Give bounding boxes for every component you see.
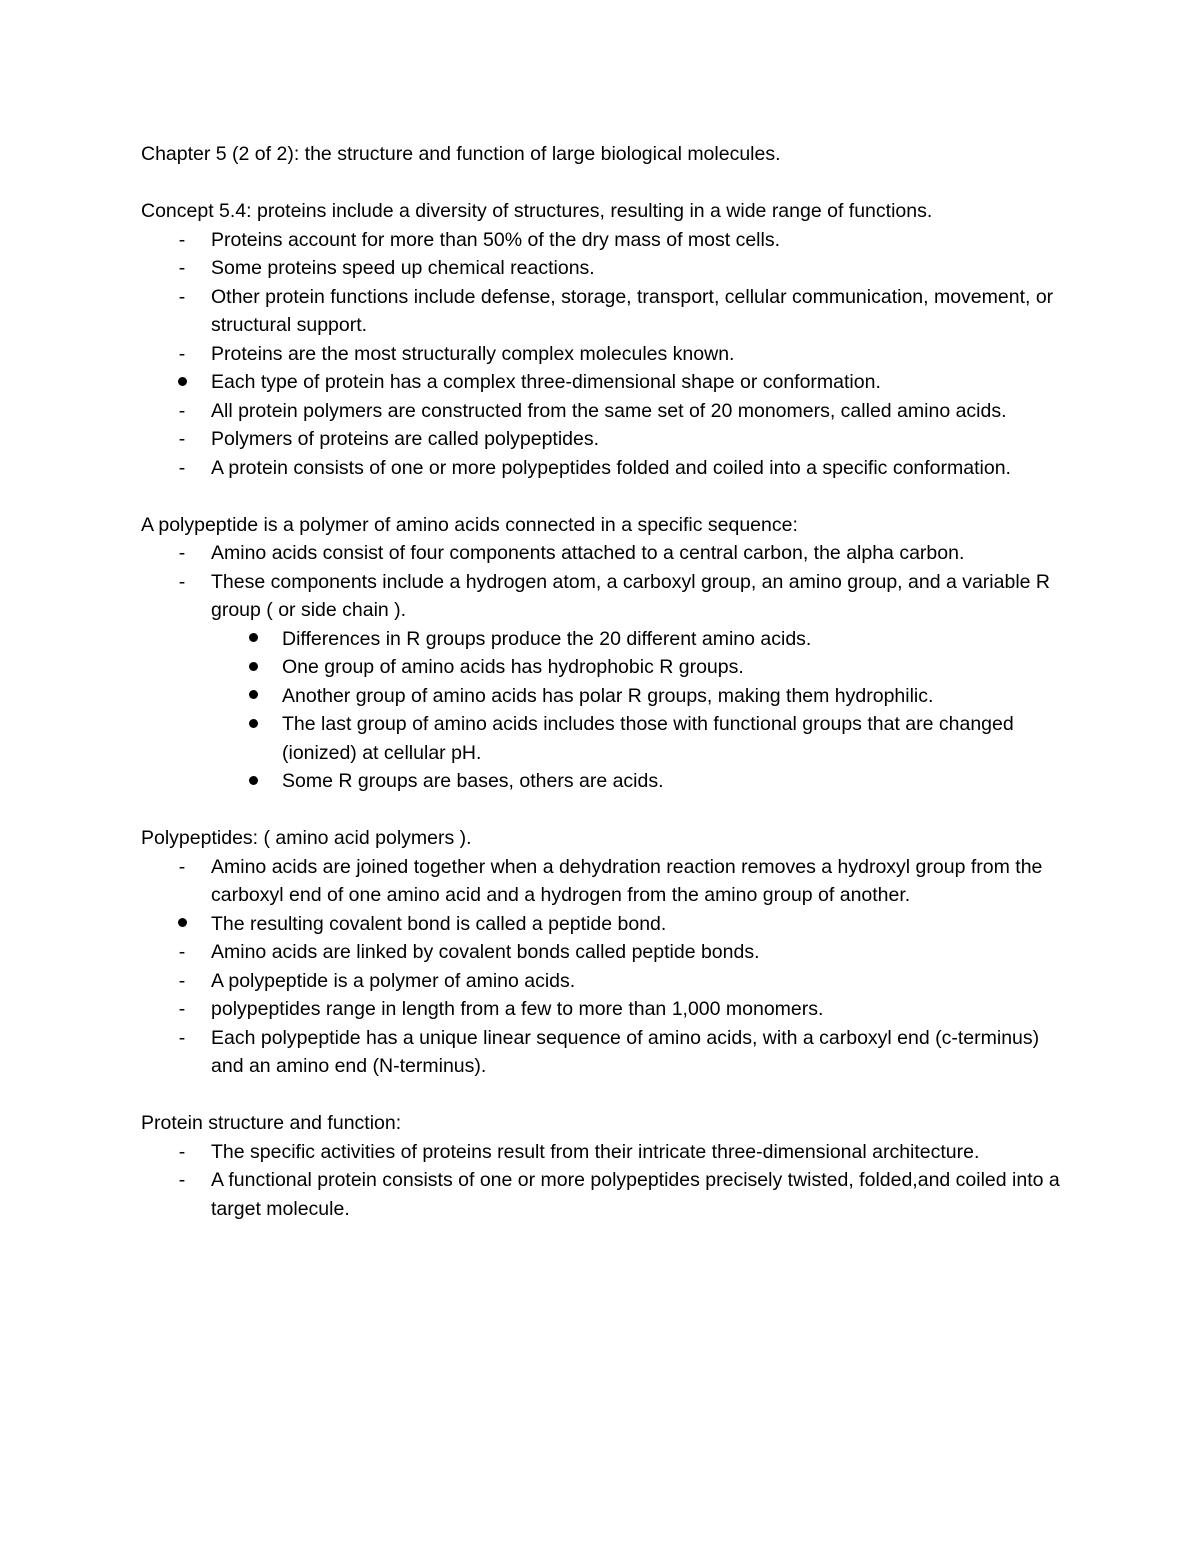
list-item: [141, 967, 1061, 996]
list-item-text: Each type of protein has a complex three-dimensional shape or conformation.: [211, 371, 881, 393]
list-item-text: Polymers of proteins are called polypeptides.: [211, 428, 600, 450]
bullet-dot: [249, 662, 258, 671]
list-item: [141, 1138, 1061, 1167]
bullet-dot: [249, 719, 258, 728]
dash-marker: -: [178, 428, 186, 450]
list-item-text: A protein consists of one or more polypeptides folded and coiled into a specific conformation.: [211, 456, 1011, 479]
dash-marker: -: [178, 342, 186, 365]
list-item: [141, 625, 1061, 654]
list-item-text: All protein polymers are constructed from the same set of 20 monomers, called amino acids.: [211, 399, 1007, 422]
bullet-dot-icon: [246, 710, 260, 739]
list-item: [141, 995, 1061, 1024]
list-item-text: polypeptides range in length from a few to more than 1,000 monomers.: [211, 998, 824, 1020]
list-item-text: The resulting covalent bond is called a peptide bond.: [211, 912, 667, 935]
list-item-text: Another group of amino acids has polar R groups, making them hydrophilic.: [282, 684, 934, 707]
list-item: [141, 454, 1061, 483]
section-heading: Polypeptides: ( amino acid polymers ).: [141, 827, 472, 849]
dash-marker: -: [178, 1140, 186, 1163]
dash-marker: -: [178, 257, 186, 279]
bullet-dot: [249, 633, 258, 642]
list-item: [141, 710, 1061, 767]
list-item-text: Proteins are the most structurally complex molecules known.: [211, 342, 735, 365]
list-item-text: One group of amino acids has hydrophobic R groups.: [282, 656, 744, 678]
list-item-text: These components include a hydrogen atom, a carboxyl group, an amino group, and a variable R group ( or side chain ).: [211, 570, 1051, 621]
list-item: [141, 425, 1061, 454]
dash-marker: -: [178, 228, 186, 251]
dash-marker: -: [178, 570, 186, 593]
bullet-dot-icon: [246, 682, 260, 711]
dash-marker: -: [178, 1169, 186, 1191]
spacer: [141, 169, 1061, 198]
list-item: [141, 938, 1061, 967]
list-item-text: A functional protein consists of one or more polypeptides precisely twisted, folded,and coiled into a target molecule.: [211, 1169, 1060, 1220]
dash-marker: -: [178, 1026, 186, 1049]
document-page: [141, 140, 1061, 1223]
list-item: [141, 226, 1061, 255]
dash-marker: -: [178, 399, 186, 422]
list-item-text: Other protein functions include defense, storage, transport, cellular communication, movement, or structural support.: [211, 285, 1054, 336]
list-item: [141, 767, 1061, 796]
list-item: [141, 368, 1061, 397]
dash-marker: -: [178, 941, 186, 963]
bullet-dot-icon: [175, 368, 189, 397]
list-item: [141, 853, 1061, 910]
list-item-text: A polypeptide is a polymer of amino acids.: [211, 969, 576, 992]
bullet-dot: [178, 918, 187, 927]
spacer: [141, 1081, 1061, 1110]
list-item: [141, 539, 1061, 568]
section-heading: A polypeptide is a polymer of amino acids connected in a specific sequence:: [141, 513, 798, 536]
list-item-text: Some R groups are bases, others are acids.: [282, 770, 664, 792]
bullet-dot-icon: [246, 625, 260, 654]
spacer: [141, 482, 1061, 511]
list-item-text: Amino acids are linked by covalent bonds called peptide bonds.: [211, 941, 760, 963]
list-item-text: Each polypeptide has a unique linear sequence of amino acids, with a carboxyl end (c-terminus) and an amino end (N-terminus).: [211, 1026, 1040, 1077]
dash-marker: -: [178, 998, 186, 1020]
dash-marker: -: [178, 456, 186, 479]
section-heading: Protein structure and function:: [141, 1112, 402, 1134]
list-item-text: The specific activities of proteins result from their intricate three-dimensional architecture.: [211, 1140, 980, 1163]
page-title: Chapter 5 (2 of 2): the structure and function of large biological molecules.: [141, 143, 781, 165]
list-item: [141, 254, 1061, 283]
list-item: [141, 1024, 1061, 1081]
list-item-text: The last group of amino acids includes those with functional groups that are changed (ionized) at cellular pH.: [282, 713, 1014, 764]
dash-marker: -: [178, 969, 186, 992]
bullet-dot: [178, 377, 187, 386]
list-item: [141, 568, 1061, 625]
bullet-dot-icon: [175, 910, 189, 939]
section-heading: Concept 5.4: proteins include a diversity of structures, resulting in a wide range of functions.: [141, 200, 933, 222]
list-item-text: Proteins account for more than 50% of the dry mass of most cells.: [211, 228, 781, 251]
document-body: [141, 169, 1061, 1224]
bullet-dot-icon: [246, 767, 260, 796]
bullet-dot-icon: [246, 653, 260, 682]
list-item: [141, 283, 1061, 340]
dash-marker: -: [178, 855, 186, 878]
list-item: [141, 682, 1061, 711]
list-item: [141, 910, 1061, 939]
dash-marker: -: [178, 542, 186, 564]
list-item-text: Differences in R groups produce the 20 different amino acids.: [282, 627, 812, 650]
list-item-text: Amino acids are joined together when a dehydration reaction removes a hydroxyl group from the carboxyl end of one amino acid and a hydrogen from the amino group of another.: [211, 855, 1043, 906]
list-item-text: Some proteins speed up chemical reactions.: [211, 257, 595, 279]
bullet-dot: [249, 690, 258, 699]
list-item: [141, 653, 1061, 682]
spacer: [141, 796, 1061, 825]
bullet-dot: [249, 776, 258, 785]
list-item-text: Amino acids consist of four components attached to a central carbon, the alpha carbon.: [211, 542, 965, 564]
list-item: [141, 340, 1061, 369]
dash-marker: -: [178, 285, 186, 308]
list-item: [141, 1166, 1061, 1223]
list-item: [141, 397, 1061, 426]
